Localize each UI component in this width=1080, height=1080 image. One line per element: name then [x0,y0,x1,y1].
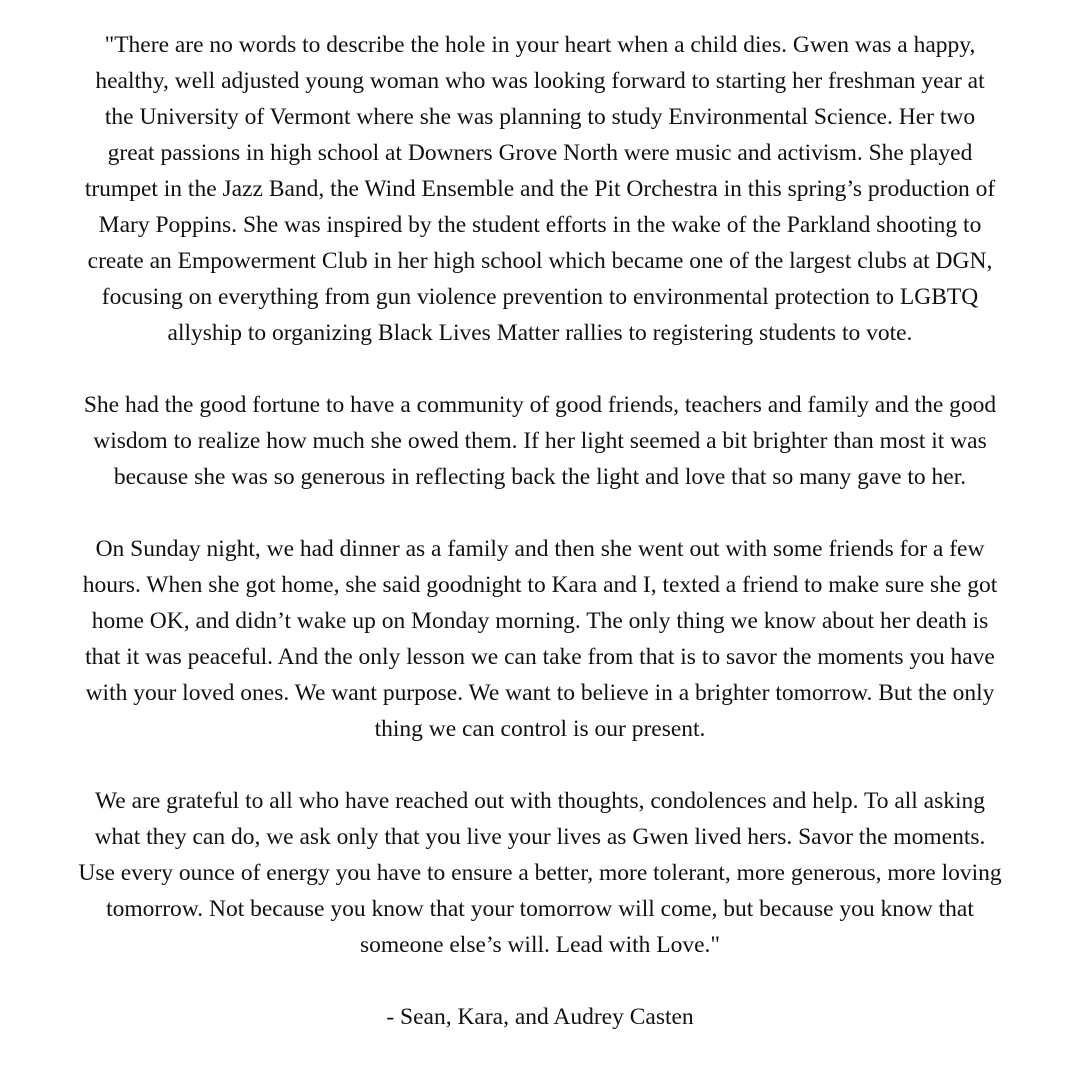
paragraph-gratitude [0,783,1080,963]
text-line: home OK, and didn’t wake up on Monday morning. The only thing we know about her death is [91,608,989,634]
text-line: with your loved ones. We want purpose. We want to believe in a brighter tomorrow. But the only [85,680,995,706]
text-line: hours. When she got home, she said goodnight to Kara and I, texted a friend to make sure she got [82,572,998,598]
paragraph-community [0,387,1080,495]
text-line: We are grateful to all who have reached out with thoughts, condolences and help. To all asking [94,788,986,814]
text-line: Mary Poppins. She was inspired by the student efforts in the wake of the Parkland shooting to [98,212,982,238]
signature: - Sean, Kara, and Audrey Casten [386,1004,694,1030]
text-line: create an Empowerment Club in her high school which became one of the largest clubs at DGN, [87,248,993,274]
text-line: She had the good fortune to have a community of good friends, teachers and family and the good [83,392,997,418]
text-line: the University of Vermont where she was planning to study Environmental Science. Her two [104,104,976,130]
text-line: that it was peaceful. And the only lesson we can take from that is to savor the moments you have [85,644,995,670]
text-line: thing we can control is our present. [374,716,706,742]
text-line: On Sunday night, we had dinner as a family and then she went out with some friends for a few [95,536,985,562]
text-line: great passions in high school at Downers Grove North were music and activism. She played [107,140,973,166]
text-line: trumpet in the Jazz Band, the Wind Ensemble and the Pit Orchestra in this spring’s production of [84,176,996,202]
text-line: because she was so generous in reflecting back the light and love that so many gave to her. [113,464,967,490]
text-line: healthy, well adjusted young woman who was looking forward to starting her freshman year at [95,68,985,94]
text-line: wisdom to realize how much she owed them. If her light seemed a bit brighter than most it was [93,428,987,454]
text-line: someone else’s will. Lead with Love." [359,932,721,958]
text-line: focusing on everything from gun violence prevention to environmental protection to LGBTQ [101,284,979,310]
statement-document [0,27,1080,1035]
text-line: Use every ounce of energy you have to ensure a better, more tolerant, more generous, more loving [78,860,1002,886]
paragraph-gwen-intro [0,27,1080,351]
text-line: allyship to organizing Black Lives Matter rallies to registering students to vote. [167,320,913,346]
text-line: "There are no words to describe the hole in your heart when a child dies. Gwen was a happy, [104,32,976,58]
paragraph-sunday-night [0,531,1080,747]
text-line: tomorrow. Not because you know that your tomorrow will come, but because you know that [106,896,974,922]
text-line: what they can do, we ask only that you live your lives as Gwen lived hers. Savor the moments. [94,824,986,850]
